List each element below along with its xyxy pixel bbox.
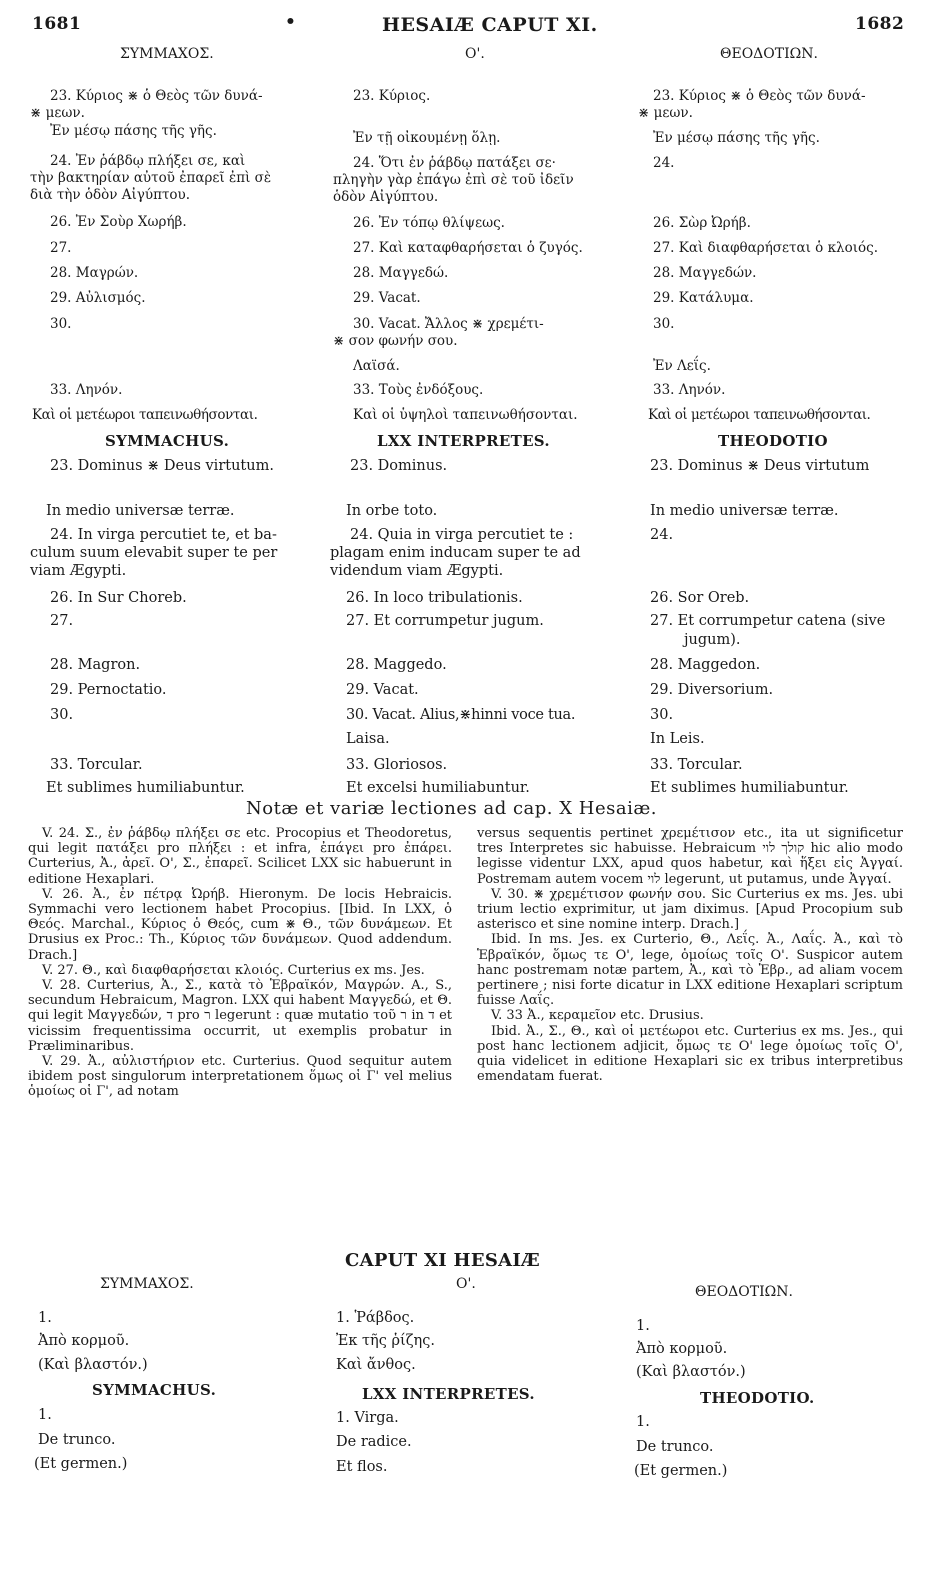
running-title: HESAIÆ CAPUT XI. (382, 14, 598, 36)
text-line: Et excelsi humiliabuntur. (346, 780, 530, 796)
text-line: 29. Diversorium. (650, 682, 774, 698)
text-line: 28. Μαγρών. (50, 265, 139, 281)
text-line: Καὶ ἄνθος. (336, 1357, 416, 1373)
text-line: Ἀπὸ κορμοῦ. (636, 1341, 728, 1357)
text-line: Ἐν μέσῳ πάσης τῆς γῆς. (653, 130, 820, 146)
notes-left-column (28, 826, 452, 1100)
text-line: 27. Καὶ διαφθαρήσεται ὁ κλοιός. (653, 240, 878, 256)
note-paragraph: V. 30. ⋇ χρεμέτισον φωνήν σου. Sic Curterius ex ms. Jes. ubi trium lectio exprimitur, ut jam diximus. [Apud Procopium sub asterisco et sine nomine interp. Drach.] (477, 886, 903, 933)
col-head-symmachus: ΣΥΜΜΑΧΟΣ. (120, 46, 214, 62)
text-line: 28. Μαγγεδών. (653, 265, 757, 281)
text-line: plagam enim inducam super te ad (330, 545, 581, 561)
text-line: culum suum elevabit super te per (30, 545, 278, 561)
text-line: De trunco. (38, 1432, 116, 1448)
text-line: jugum). (684, 632, 741, 648)
text-line: (Et germen.) (634, 1463, 728, 1479)
text-line: viam Ægypti. (30, 563, 127, 579)
text-line: Ἀπὸ κορμοῦ. (38, 1333, 130, 1349)
text-line: 29. Αὐλισμός. (50, 290, 146, 306)
text-line: 1. (636, 1318, 650, 1334)
text-line: 29. Κατάλυμα. (653, 290, 754, 306)
ch11-latin-head-lxx: LXX INTERPRETES. (362, 1385, 535, 1403)
text-line: 23. Κύριος ⋇ ὁ Θεὸς τῶν δυνά- (50, 88, 263, 104)
text-line: Ἐν τῇ οἰκουμένῃ ὅλῃ. (353, 130, 501, 146)
text-line: In medio universæ terræ. (650, 503, 839, 519)
text-line: 33. Ληνόν. (50, 382, 123, 398)
text-line: τὴν βακτηρίαν αὐτοῦ ἐπαρεῖ ἐπὶ σὲ (30, 170, 272, 186)
text-line: De trunco. (636, 1439, 714, 1455)
text-line: ⋇ μεων. (638, 105, 693, 121)
text-line: Καὶ οἱ μετέωροι ταπεινωθήσονται. (648, 407, 871, 423)
text-line: Laisa. (346, 731, 390, 747)
latin-head-lxx: LXX INTERPRETES. (377, 432, 550, 450)
text-line: διὰ τὴν ὁδὸν Αἰγύπτου. (30, 187, 191, 203)
text-line: Et sublimes humiliabuntur. (650, 780, 849, 796)
text-line: ὁδὸν Αἰγύπτου. (333, 189, 439, 205)
text-line: 24. Ἐν ῥάβδῳ πλήξει σε, καὶ (50, 153, 246, 169)
text-line: 33. Ληνόν. (653, 382, 726, 398)
text-line: 23. Dominus ⋇ Deus virtutum. (50, 458, 274, 474)
text-line: 24. In virga percutiet te, et ba- (50, 527, 277, 543)
text-line: (Καὶ βλαστόν.) (38, 1357, 148, 1373)
text-line: 33. Torcular. (650, 757, 743, 773)
text-line: 1. Ῥάβδος. (336, 1310, 415, 1326)
text-line: 1. (38, 1407, 52, 1423)
text-line: Ἐν μέσῳ πάσης τῆς γῆς. (50, 123, 217, 139)
text-line: videndum viam Ægypti. (330, 563, 504, 579)
text-line: 30. (650, 707, 674, 723)
note-paragraph: V. 33 Ἀ., κεραμεῖον etc. Drusius. (491, 1008, 704, 1024)
col-head-theodotion: ΘΕΟΔΟΤΙΩΝ. (720, 46, 818, 62)
text-line: 26. Ἐν τόπῳ θλίψεως. (353, 215, 505, 231)
ch11-latin-head-symmachus: SYMMACHUS. (92, 1381, 217, 1399)
ch11-col-head-theodotion: ΘΕΟΔΟΤΙΩΝ. (695, 1284, 793, 1300)
text-line: 33. Torcular. (50, 757, 143, 773)
text-line: Καὶ οἱ μετέωροι ταπεινωθήσονται. (32, 407, 258, 423)
text-line: 30. (653, 316, 675, 332)
text-line: 30. (50, 707, 74, 723)
text-line: 29. Vacat. (346, 682, 419, 698)
text-line: 29. Vacat. (353, 290, 421, 306)
text-line: 26. In Sur Choreb. (50, 590, 187, 606)
text-line: In Leis. (650, 731, 705, 747)
text-line: 1. (38, 1310, 52, 1326)
text-line: 30. Vacat. Ἄλλος ⋇ χρεμέτι- (353, 316, 544, 332)
note-paragraph: V. 27. Θ., καὶ διαφθαρήσεται κλοιός. Curterius ex ms. Jes. (42, 962, 425, 978)
page-number-right: 1682 (855, 14, 905, 34)
text-line: 33. Gloriosos. (346, 757, 448, 773)
text-line: Λαϊσά. (353, 358, 400, 374)
text-line: 30. Vacat. Alius,⋇hinni voce tua. (346, 707, 576, 723)
text-line: ⋇ μεων. (30, 105, 85, 121)
ch11-latin-head-theodotion: THEODOTIO. (700, 1389, 815, 1407)
text-line: 27. Et corrumpetur jugum. (346, 613, 544, 629)
text-line: 27. (50, 240, 72, 256)
text-line: ⋇ σον φωνήν σου. (333, 333, 458, 349)
text-line: 27. Καὶ καταφθαρήσεται ὁ ζυγός. (353, 240, 583, 256)
text-line: 30. (50, 316, 72, 332)
text-line: 24. Quia in virga percutiet te : (350, 527, 574, 543)
text-line: (Καὶ βλαστόν.) (636, 1364, 746, 1380)
header-bullet: • (285, 12, 297, 32)
text-line: 23. Κύριος ⋇ ὁ Θεὸς τῶν δυνά- (653, 88, 866, 104)
text-line: 23. Dominus ⋇ Deus virtutum (650, 458, 870, 474)
text-line: 28. Μαγγεδώ. (353, 265, 449, 281)
text-line: De radice. (336, 1434, 412, 1450)
text-line: In orbe toto. (346, 503, 438, 519)
text-line: 24. (653, 155, 675, 171)
text-line: 24. (650, 527, 674, 543)
text-line: Ἐκ τῆς ῥίζης. (336, 1333, 435, 1349)
text-line: πληγὴν γὰρ ἐπάγω ἐπὶ σὲ τοῦ ἰδεῖν (333, 172, 574, 188)
text-line: 24. Ὅτι ἐν ῥάβδῳ πατάξει σε· (353, 155, 556, 171)
text-line: Καὶ οἱ ὑψηλοὶ ταπεινωθήσονται. (353, 407, 578, 423)
text-line: 29. Pernoctatio. (50, 682, 167, 698)
ch11-col-head-lxx: Ο'. (456, 1276, 476, 1292)
text-line: In medio universæ terræ. (46, 503, 235, 519)
text-line: 28. Maggedon. (650, 657, 761, 673)
text-line: 1. Virga. (336, 1410, 399, 1426)
notes-heading: Notæ et variæ lectiones ad cap. X Hesaiæ. (246, 798, 657, 819)
text-line: 26. Σὼρ Ὠρήβ. (653, 215, 751, 231)
text-line: Ἐν Λεΐς. (653, 358, 711, 374)
note-paragraph: versus sequentis pertinet χρεμέτισον etc., ita ut significetur tres Interpretes sic habuisse. Hebraicum קולך לוי hic alio modo legisse videntur LXX, apud quos habetur, καὶ ἥξει εἰς Ἀγγαί. Postremam autem vocem לוי legerunt, ut putamus, unde Ἀγγαί. (477, 826, 903, 887)
text-line: Et flos. (336, 1459, 388, 1475)
col-head-lxx: Ο'. (465, 46, 485, 62)
note-paragraph: V. 29. Ἀ., αὐλιστήριον etc. Curterius. Quod sequitur autem ibidem post singulorum interpretationem ὅμως οἱ Γ' vel melius ὁμοίως οἱ Γ', ad notam (28, 1054, 452, 1100)
text-line: 26. Sor Oreb. (650, 590, 750, 606)
text-line: 23. Κύριος. (353, 88, 431, 104)
page-number-left: 1681 (32, 14, 82, 34)
notes-right-column (477, 826, 903, 1084)
text-line: 28. Magron. (50, 657, 141, 673)
text-line: 26. In loco tribulationis. (346, 590, 523, 606)
note-paragraph: V. 28. Curterius, Ἀ., Σ., κατὰ τὸ Ἑβραϊκόν, Μαγρών. A., S., secundum Hebraicum, Magron. LXX qui habent Μαγγεδώ, et Θ. qui legit Μαγγεδών, ד pro ר legerunt : quæ mutatio τοῦ ר in ד et vicissim frequentissima occurrit, ut exemplis probatur in Præliminaribus. (28, 978, 452, 1054)
note-paragraph: Ibid. Ἀ., Σ., Θ., καὶ οἱ μετέωροι etc. Curterius ex ms. Jes., qui post hanc lectionem adjicit, ὅμως τε Ο' lege ὁμοίως τοῖς Ο', quia videlicet in editione Hexaplari sic ex tribus interpretibus emendatam fuerat. (477, 1023, 903, 1085)
text-line: (Et germen.) (34, 1456, 128, 1472)
note-paragraph: V. 26. Ἀ., ἐν πέτρᾳ Ὠρήβ. Hieronym. De locis Hebraicis. Symmachi vero lectionem habet Procopius. [Ibid. In LXX, ὁ Θεός. Marchal., Κύριος ὁ Θεός, cum ⋇ Θ., τῶν δυνάμεων. Et Drusius ex Proc.: Th., Κύριος τῶν δυνάμεων. Quod addendum. Drach.] (28, 886, 452, 963)
text-line: 23. Dominus. (350, 458, 448, 474)
text-line: 27. (50, 613, 74, 629)
chapter-heading: CAPUT XI HESAIÆ (345, 1250, 541, 1271)
ch11-col-head-symmachus: ΣΥΜΜΑΧΟΣ. (100, 1276, 194, 1292)
text-line: Et sublimes humiliabuntur. (46, 780, 245, 796)
latin-head-symmachus: SYMMACHUS. (105, 432, 230, 450)
latin-head-theodotion: THEODOTIO (718, 432, 828, 450)
text-line: 33. Τοὺς ἐνδόξους. (353, 382, 484, 398)
note-paragraph: Ibid. In ms. Jes. ex Curterio, Θ., Λεΐς. Ἀ., Λαΐς. Ἀ., καὶ τὸ Ἑβραϊκόν, ὅμως τε Ο', lege, ὁμοίως τοῖς Ο'. Suspicor autem hanc postremam notæ partem, Ἀ., καὶ τὸ Ἑβρ., ad aliam vocem pertinere ; nisi forte dicatur in LXX editione Hexaplari scriptum fuisse Λαΐς. (477, 932, 903, 1009)
note-paragraph: V. 24. Σ., ἐν ῥάβδῳ πλήξει σε etc. Procopius et Theodoretus, qui legit πατάξει pro πλήξει : et infra, ἐπάγει pro ἐπάρει. Curterius, Ἀ., ἀρεῖ. Ο', Σ., ἐπαρεῖ. Scilicet LXX sic habuerunt in editione Hexaplari. (28, 826, 452, 887)
text-line: 1. (636, 1414, 650, 1430)
text-line: 26. Ἐν Σοὺρ Χωρήβ. (50, 214, 187, 230)
text-line: 28. Maggedo. (346, 657, 447, 673)
text-line: 27. Et corrumpetur catena (sive (650, 613, 886, 629)
